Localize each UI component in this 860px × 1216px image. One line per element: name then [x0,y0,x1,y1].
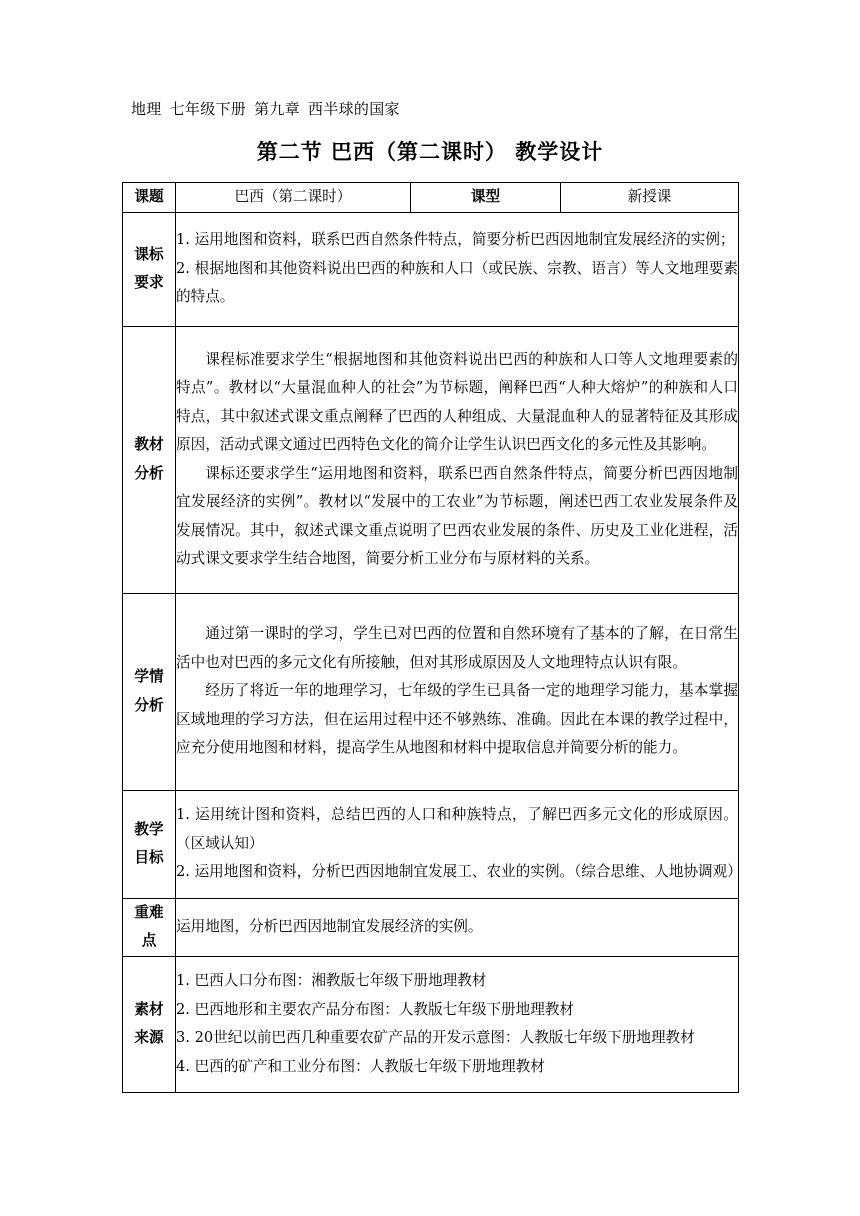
page-title: 第二节 巴西（第二课时） 教学设计 [256,140,604,164]
objectives-content [176,790,742,898]
standards-label [123,212,176,326]
student-analysis-content [176,593,739,790]
student-analysis-label-line-1: 学情 [134,668,164,685]
sources-item: 4. 巴西的矿产和工业分布图：人教版七年级下册地理教材 [176,1057,545,1075]
textbook-analysis-label-line-1: 教材 [134,436,164,453]
key-points-label [123,898,176,956]
table-row-objectives [123,790,739,898]
standards-label-line-2: 要求 [134,274,164,291]
sources-item: 3. 20世纪以前巴西几种重要农矿产品的开发示意图：人教版七年级下册地理教材 [176,1029,695,1046]
topic-label: 课题 [123,183,176,213]
table-row-student-analysis [123,593,739,790]
textbook-analysis-content [176,326,739,593]
lesson-type-value: 新授课 [561,183,739,213]
student-analysis-paragraph: 经历了将近一年的地理学习，七年级的学生已具备一定的地理学习能力，基本掌握区域地理的学习方法，但在运用过程中还不够熟练、准确。因此在本课的教学过程中，应充分使用地图和材料，提高学生从地图和材料中提取信息并简要分析的能力。 [176,682,738,757]
sources-item: 2. 巴西地形和主要农产品分布图：人教版七年级下册地理教材 [176,1000,575,1018]
breadcrumb-subject: 地理 [131,100,162,118]
student-analysis-label-line-2: 分析 [134,696,164,714]
table-row-sources [123,956,739,1092]
sources-label-line-2: 来源 [134,1029,164,1046]
student-analysis-label [123,593,176,790]
objectives-label-line-2: 目标 [134,849,164,866]
sources-label [123,956,176,1092]
breadcrumb [131,98,408,119]
standards-label-line-1: 课标 [134,245,164,263]
table-row-textbook-analysis [123,326,739,593]
lesson-type-label: 课型 [411,183,561,213]
sources-label-line-1: 素材 [134,1000,164,1018]
objectives-item: 1. 运用统计图和资料，总结巴西的人口和种族特点，了解巴西多元文化的形成原因。（区域认知） [176,806,738,852]
textbook-analysis-label [123,326,176,593]
topic-value: 巴西（第二课时） [176,183,411,213]
breadcrumb-grade: 七年级下册 [169,100,247,118]
key-points-label-line-1: 重难 [134,903,164,921]
textbook-analysis-paragraph: 课标还要求学生“运用地图和资料，联系巴西自然条件特点，简要分析巴西因地制宜发展经济的实例”。教材以“发展中的工农业”为节标题，阐述巴西工农业发展条件及发展情况。其中，叙述式课文重点说明了巴西农业发展的条件、历史及工业化进程，活动式课文要求学生结合地图，简要分析工业分布与原材料的关系。 [176,464,738,567]
objectives-item: 2. 运用地图和资料，分析巴西因地制宜发展工、农业的实例。（综合思维、人地协调观） [176,863,742,881]
textbook-analysis-paragraph: 课程标准要求学生“根据地图和其他资料说出巴西的种族和人口等人文地理要素的特点”。教材以“大量混血种人的社会”为节标题，阐释巴西“人种大熔炉”的种族和人口特点，其中叙述式课文重点阐释了巴西的人种组成、大量混血种人的显著特征及其形成原因，活动式课文通过巴西特色文化的简介让学生认识巴西文化的多元性及其影响。 [176,350,738,453]
standards-content [176,212,739,326]
objectives-label [123,790,176,898]
standards-item: 1. 运用地图和资料，联系巴西自然条件特点，简要分析巴西因地制宜发展经济的实例； [176,231,735,249]
student-analysis-paragraph: 通过第一课时的学习，学生已对巴西的位置和自然环境有了基本的了解，在日常生活中也对巴西的多元文化有所接触，但对其形成原因及人文地理特点认识有限。 [176,625,738,671]
objectives-label-line-1: 教学 [134,820,164,838]
standards-item: 2. 根据地图和其他资料说出巴西的种族和人口（或民族、宗教、语言）等人文地理要素的特点。 [176,259,738,306]
key-points-content: 运用地图，分析巴西因地制宜发展经济的实例。 [176,898,739,956]
table-row-key-points [123,898,739,956]
breadcrumb-chapter: 第九章 [254,100,301,118]
sources-content [176,956,739,1092]
breadcrumb-chapter-title: 西半球的国家 [308,100,400,118]
key-points-label-line-2: 点 [141,932,157,949]
sources-item: 1. 巴西人口分布图：湘教版七年级下册地理教材 [176,972,487,989]
table-row-standards [123,212,739,326]
textbook-analysis-label-line-2: 分析 [134,464,164,482]
lesson-plan-table [122,182,742,1093]
table-row-topic [123,183,739,213]
